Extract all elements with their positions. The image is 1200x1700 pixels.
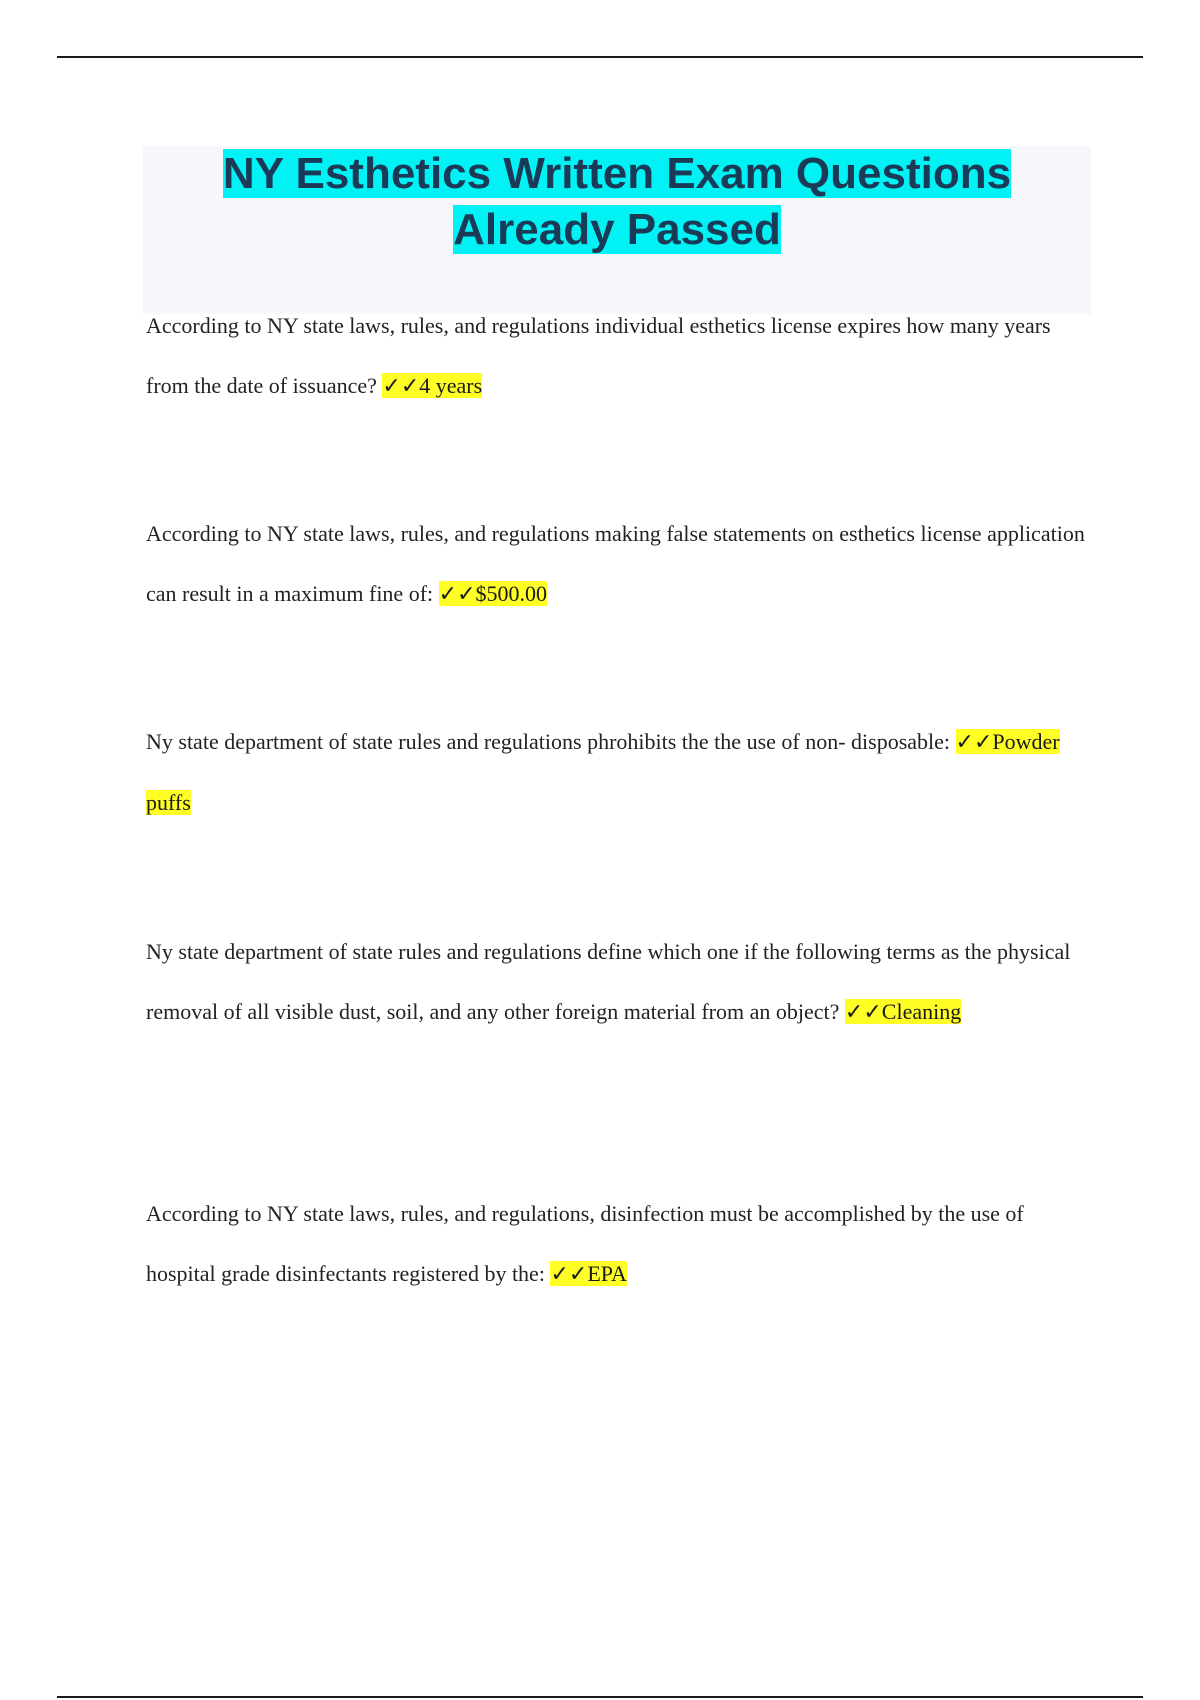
double-check-icon: ✓✓ [382,374,420,399]
answer-highlight [550,1261,626,1286]
answer-text: Powder puffs [146,729,1060,815]
double-check-icon: ✓✓ [844,1000,882,1025]
double-check-icon: ✓✓ [955,730,993,755]
answer-text: 4 years [419,373,483,398]
double-check-icon: ✓✓ [438,582,476,607]
title-block [143,146,1091,314]
question-item-4 [146,922,1086,1043]
footer-rule [57,1696,1143,1698]
question-text: According to NY state laws, rules, and regulations individual esthetics license expires how many years from the date of issuance? [146,313,1051,398]
page-title-line-1: NY Esthetics Written Exam Questions [222,149,1012,198]
question-text: Ny state department of state rules and regulations phrohibits the the use of non- disposable: [146,729,951,754]
question-text: According to NY state laws, rules, and regulations, disinfection must be accomplished by the use of hospital grade disinfectants registered by the: [146,1201,1024,1286]
question-text: According to NY state laws, rules, and regulations making false statements on esthetics license application can result in a maximum fine of: [146,521,1085,606]
answer-text: $500.00 [475,581,548,606]
answer-text: EPA [587,1261,627,1286]
question-item-1 [146,296,1086,417]
answer-text: Cleaning [881,999,962,1024]
question-item-5 [146,1184,1086,1305]
question-item-2 [146,504,1086,625]
double-check-icon: ✓✓ [550,1262,588,1287]
answer-highlight [439,581,547,606]
answer-highlight [845,999,961,1024]
question-text: Ny state department of state rules and regulations define which one if the following terms as the physical removal of all visible dust, soil, and any other foreign material from an object? [146,939,1071,1024]
header-rule [57,56,1143,58]
page-title-line-2: Already Passed [453,205,781,254]
answer-highlight [382,373,482,398]
question-item-3 [146,712,1086,833]
